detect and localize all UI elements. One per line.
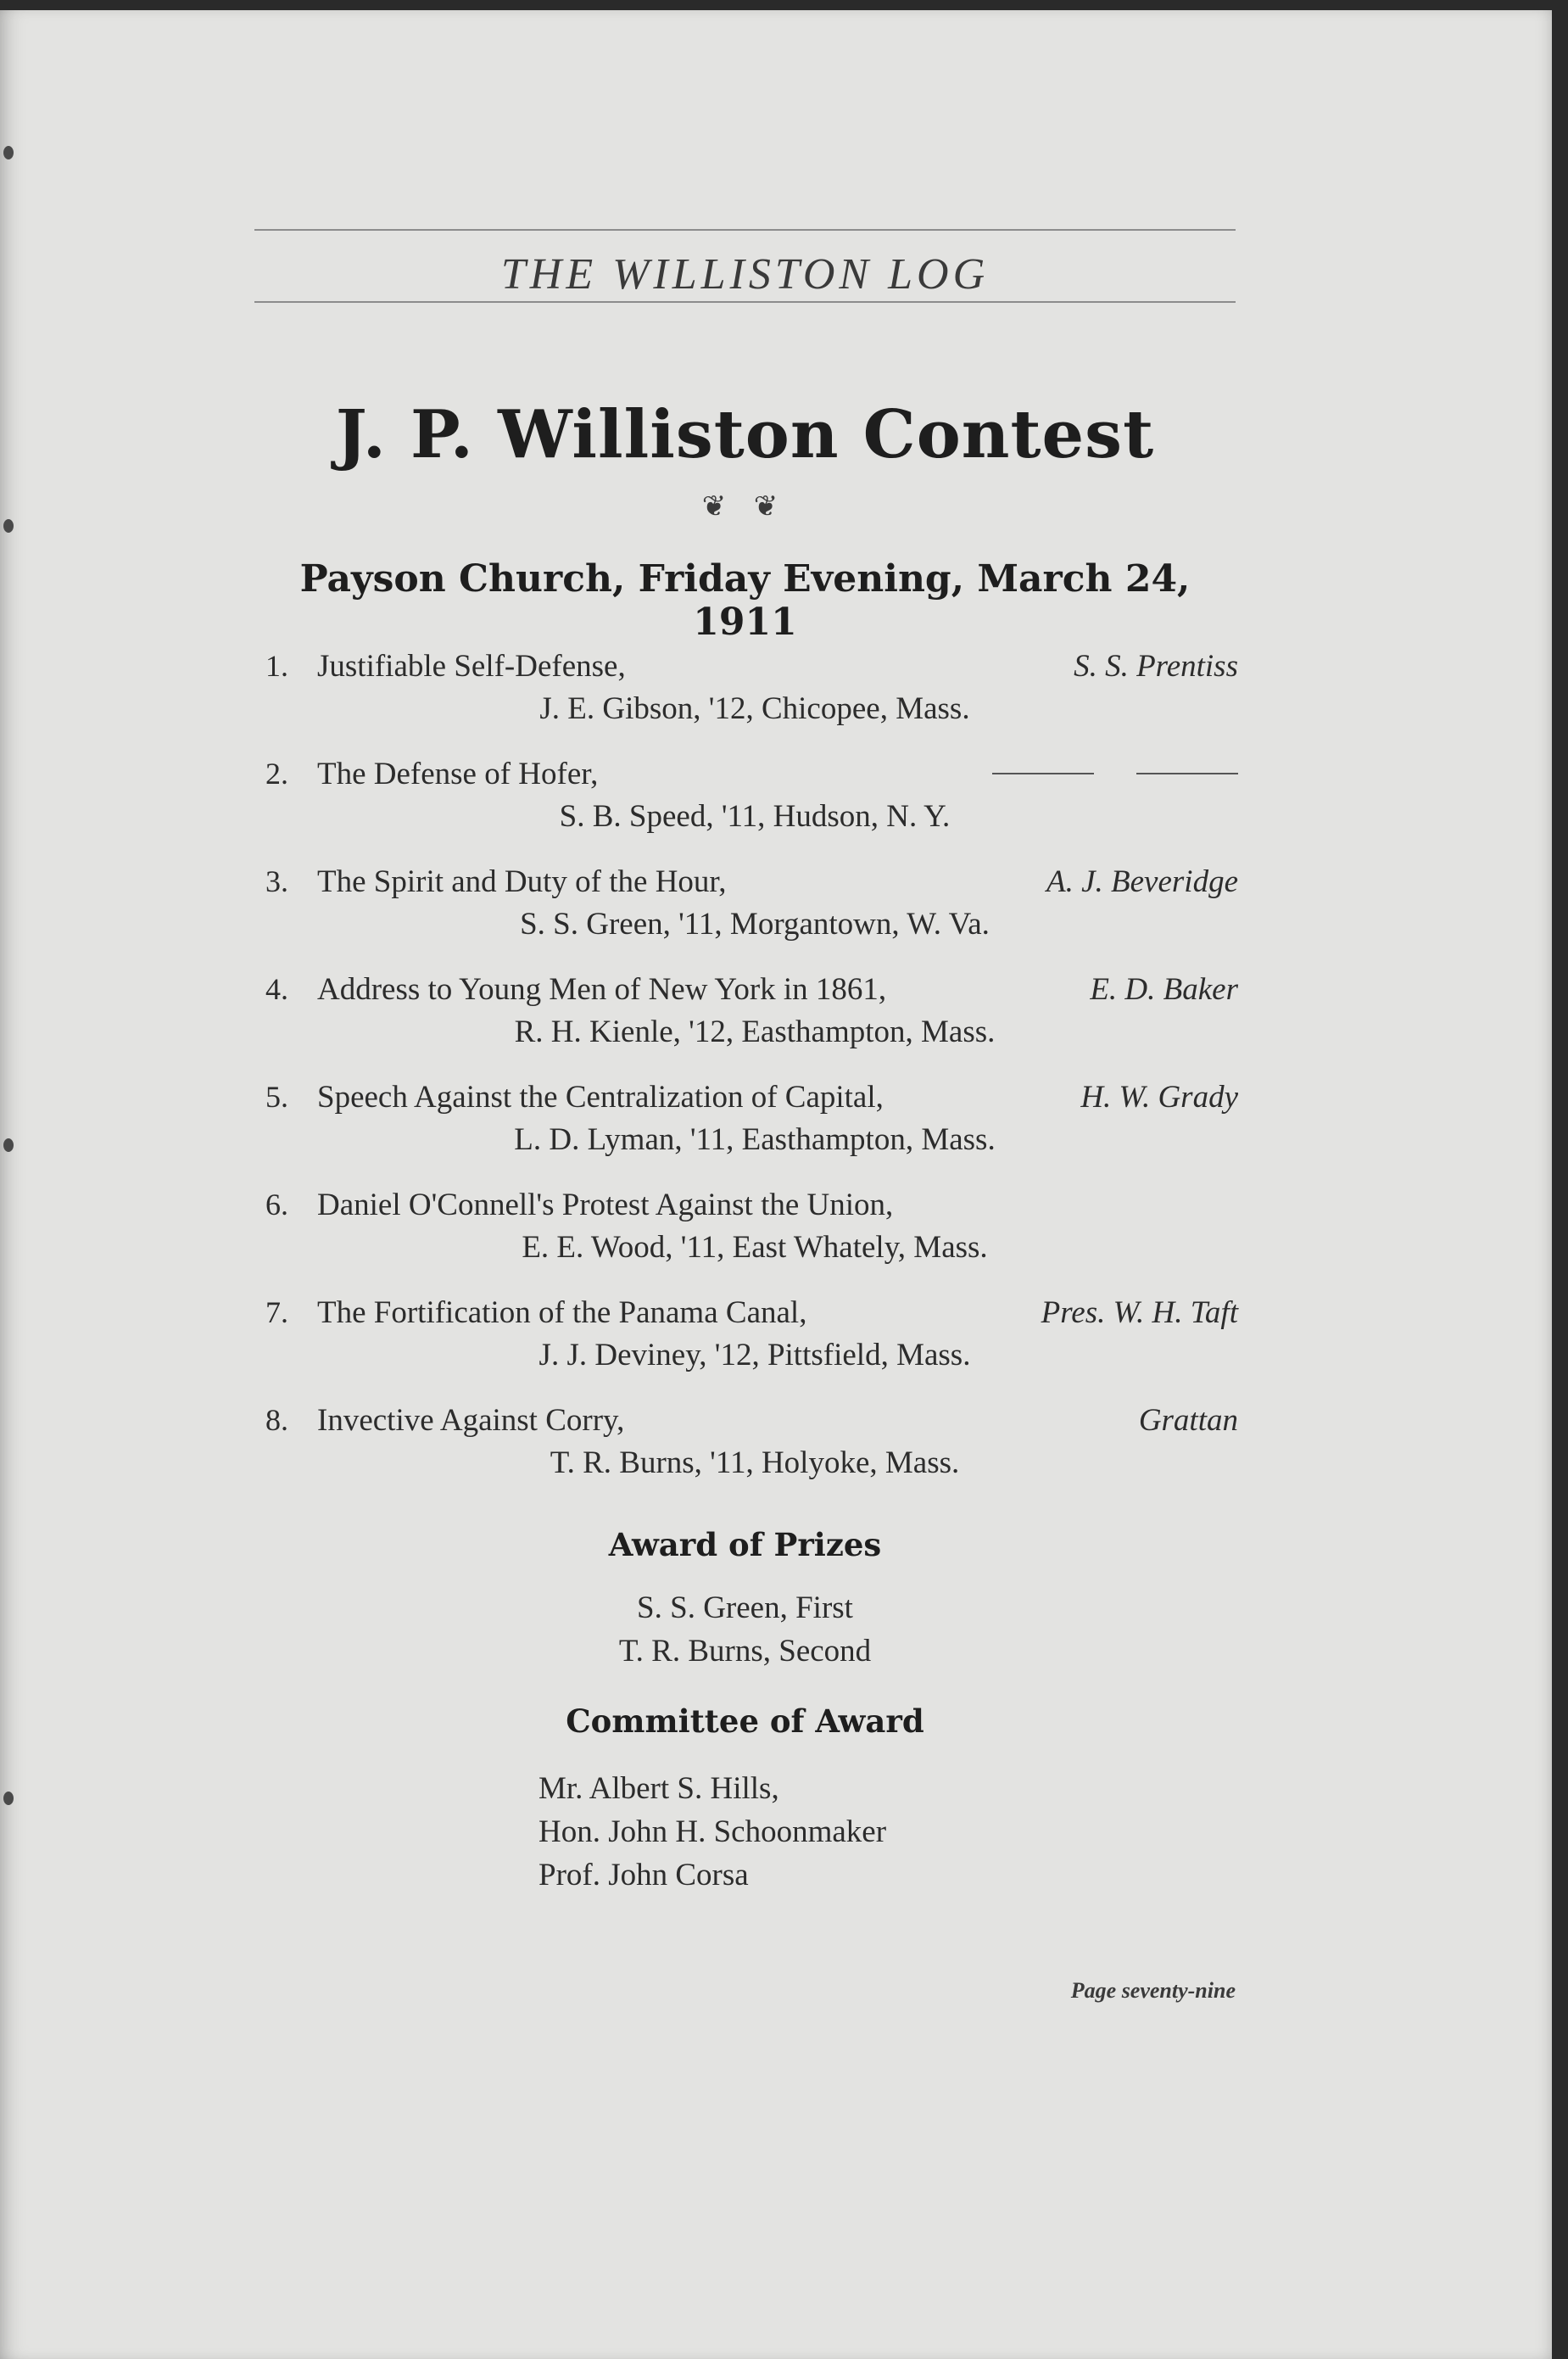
committee-heading: Committee of Award: [566, 1702, 924, 1740]
prize-first: S. S. Green, First: [637, 1590, 853, 1625]
page-number: Page seventy-nine: [1070, 1978, 1236, 2003]
page-title: J. P. Williston Contest: [335, 396, 1155, 473]
program-item: [246, 1079, 1238, 1187]
speaker: L. D. Lyman, '11, Easthampton, Mass.: [514, 1122, 996, 1157]
item-number: 8.: [265, 1403, 288, 1437]
speaker: J. J. Deviney, '12, Pittsfield, Mass.: [538, 1338, 971, 1372]
item-number: 2.: [265, 757, 288, 791]
running-head: THE WILLISTON LOG: [500, 250, 990, 299]
selection-title: Invective Against Corry,: [317, 1403, 625, 1438]
event-subtitle: Payson Church, Friday Evening, March 24, 1911: [299, 557, 1191, 644]
committee-member: Prof. John Corsa: [538, 1858, 749, 1892]
selection-title: Daniel O'Connell's Protest Against the Union,: [317, 1188, 894, 1222]
selection-author: H. W. Grady: [1080, 1080, 1238, 1115]
item-number: 4.: [265, 972, 288, 1006]
speaker: J. E. Gibson, '12, Chicopee, Mass.: [539, 691, 970, 726]
selection-author: A. J. Beveridge: [1046, 864, 1238, 899]
binding-mark: [3, 146, 14, 159]
committee-member: Mr. Albert S. Hills,: [538, 1771, 779, 1806]
selection-author: Pres. W. H. Taft: [1041, 1295, 1238, 1330]
speaker: E. E. Wood, '11, East Whately, Mass.: [522, 1230, 988, 1265]
selection-author: E. D. Baker: [1090, 972, 1238, 1007]
committee-list: [538, 1770, 886, 1900]
header-rule-bottom: [254, 301, 1236, 303]
item-number: 5.: [265, 1080, 288, 1114]
selection-title: The Spirit and Duty of the Hour,: [317, 864, 727, 899]
program-item: [246, 971, 1238, 1079]
selection-author: Grattan: [1138, 1403, 1238, 1438]
program-item: [246, 864, 1238, 971]
item-number: 6.: [265, 1188, 288, 1221]
selection-title: Justifiable Self-Defense,: [317, 649, 626, 684]
selection-author: S. S. Prentiss: [1074, 649, 1238, 684]
program-item: [246, 1402, 1238, 1510]
program-item: [246, 1187, 1238, 1294]
speaker: R. H. Kienle, '12, Easthampton, Mass.: [514, 1015, 996, 1049]
selection-title: The Defense of Hofer,: [317, 757, 599, 791]
ornament: ❦ ❦: [701, 491, 789, 523]
committee-member: Hon. John H. Schoonmaker: [538, 1814, 887, 1849]
program-list: [246, 648, 1238, 1510]
program-item: [246, 648, 1238, 756]
speaker: T. R. Burns, '11, Holyoke, Mass.: [550, 1445, 960, 1480]
program-item: [246, 756, 1238, 864]
binding-mark: [3, 519, 14, 533]
award-heading: Award of Prizes: [608, 1526, 882, 1563]
selection-title: Speech Against the Centralization of Capital,: [317, 1080, 884, 1115]
selection-title: Address to Young Men of New York in 1861,: [317, 972, 887, 1007]
item-number: 3.: [265, 864, 288, 898]
speaker: S. B. Speed, '11, Hudson, N. Y.: [559, 799, 951, 834]
author-blank: [992, 773, 1238, 776]
prize-second: T. R. Burns, Second: [618, 1634, 872, 1669]
item-number: 7.: [265, 1295, 288, 1329]
binding-mark: [3, 1792, 14, 1805]
program-item: [246, 1294, 1238, 1402]
header-rule-top: [254, 229, 1236, 231]
item-number: 1.: [265, 649, 288, 683]
binding-mark: [3, 1138, 14, 1152]
document-page: [0, 10, 1552, 2359]
speaker: S. S. Green, '11, Morgantown, W. Va.: [520, 907, 990, 942]
selection-title: The Fortification of the Panama Canal,: [317, 1295, 807, 1330]
